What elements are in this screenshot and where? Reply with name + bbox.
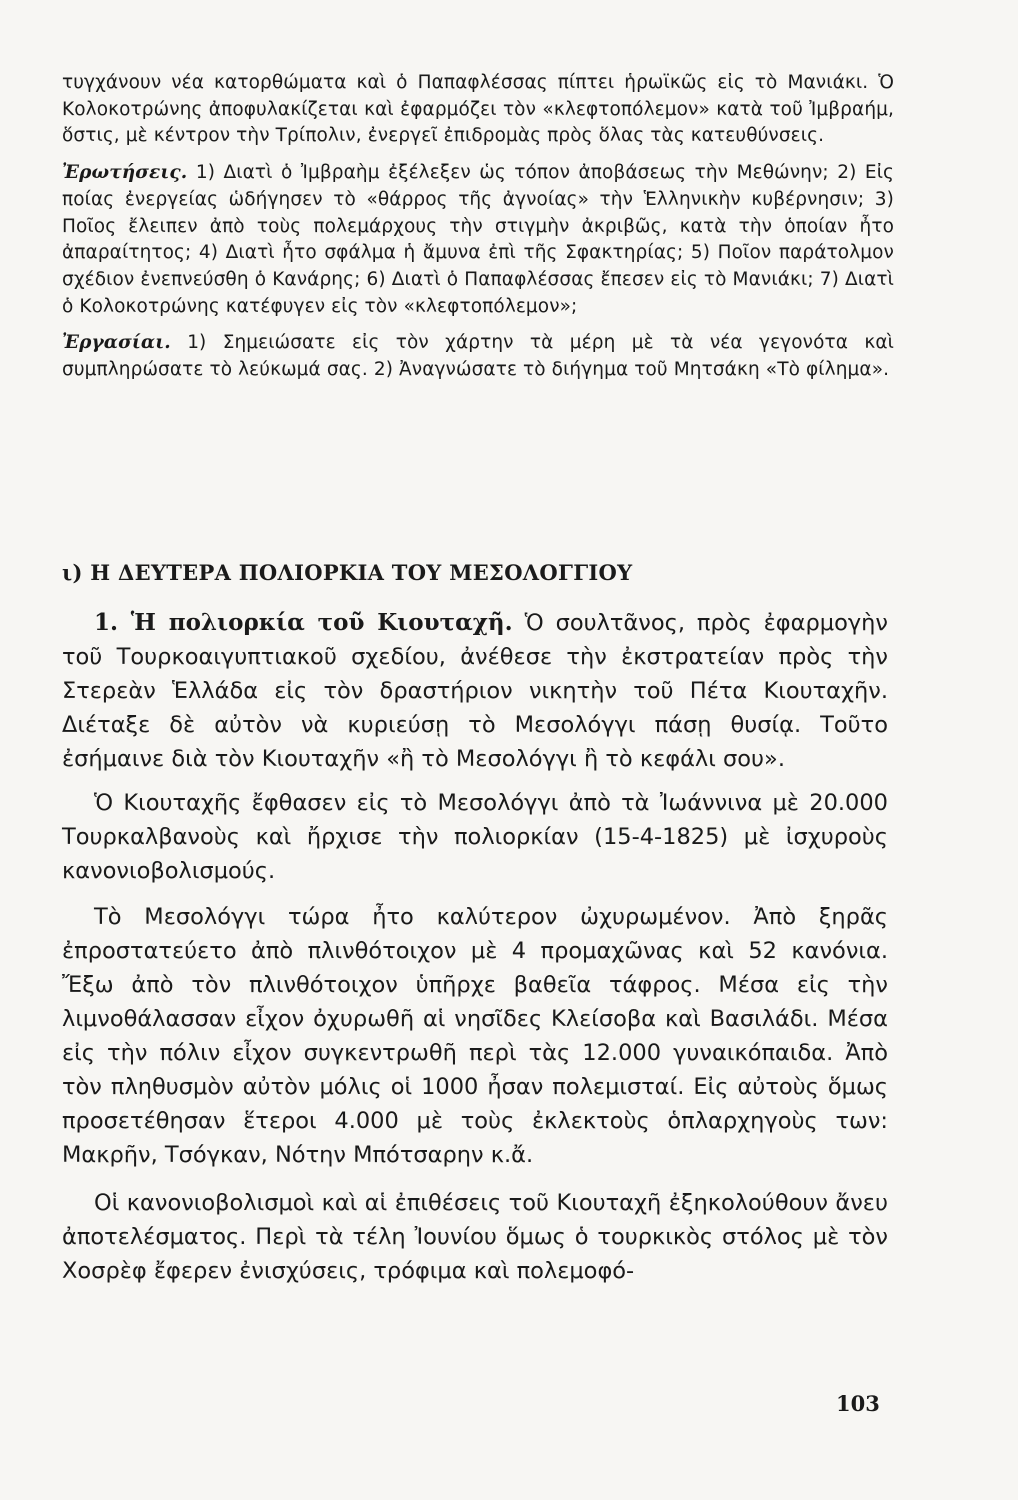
page-number: 103 [836,1391,880,1416]
questions-text: 1) Διατὶ ὁ Ἰμβραὴμ ἐξέλεξεν ὡς τόπον ἀποβάσεως τὴν Μεθώνην; 2) Εἰς ποίας ἐνεργείας ὡδήγησεν τὸ «θάρρος τῆς ἀγνοίας» τὴν Ἑλληνικὴν κυβέρνησιν; 3) Ποῖος ἔλειπεν ἀπὸ τοὺς πολεμάρχους τὴν στιγμὴν ἀκριβῶς, κατὰ τὴν ὁποίαν ἦτο ἀπαραίτητος; 4) Διατὶ ἦτο σφάλμα ἡ ἄμυνα ἐπὶ τῆς Σφακτηρίας; 5) Ποῖον παράτολμον σχέδιον ἐνεπνεύσθη ὁ Κανάρης; 6) Διατὶ ὁ Παπαφλέσσας ἔπεσεν εἰς τὸ Μανιάκι; 7) Διατὶ ὁ Κολοκοτρώνης κατέφυγεν εἰς τὸν «κλεφτοπόλεμον»; [62,162,895,317]
exercises-paragraph [62,330,894,383]
paragraph-2: Τὸ Μεσολόγγι τώρα ἦτο καλύτερον ὠχυρωμένον. Ἀπὸ ξηρᾶς ἐπροστατεύετο ἀπὸ πλινθότοιχον μὲ 4 προμαχῶνας καὶ 52 κανόνια. Ἔξω ἀπὸ τὸν πλινθότοιχον ὑπῆρχε βαθεῖα τάφρος. Μέσα εἰς τὴν λιμνοθάλασσαν εἶχον ὀχυρωθῆ αἱ νησῖδες Κλείσοβα καὶ Βασιλάδι. Μέσα εἰς τὴν πόλιν εἶχον συγκεντρωθῆ περὶ τὰς 12.000 γυναικόπαιδα. Ἀπὸ τὸν πληθυσμὸν αὐτὸν μόλις οἱ 1000 ἦσαν πολεμισταί. Εἰς αὐτοὺς ὅμως προσετέθησαν ἕτεροι 4.000 μὲ τοὺς ἐκλεκτοὺς ὁπλαρχηγοὺς των: Μακρῆν, Τσόγκαν, Νότην Μπότσαρην κ.ἄ. [62,904,888,1168]
questions-label: Ἐρωτήσεις. [62,162,188,184]
subsection-title: 1. Ἡ πολιορκία τοῦ Κιουταχῆ. [94,609,513,636]
paragraph-3: Οἱ κανονιοβολισμοὶ καὶ αἱ ἐπιθέσεις τοῦ Κιουταχῆ ἐξηκολούθουν ἄνευ ἀποτελέσματος. Περὶ τὰ τέλη Ἰουνίου ὅμως ὁ τουρκικὸς στόλος μὲ τὸν Χοσρὲφ ἔφερεν ἐνισχύσεις, τρόφιμα καὶ πολεμοφό- [62,1190,888,1284]
page-content [62,70,894,384]
paragraph-1: Ὁ Κιουταχῆς ἔφθασεν εἰς τὸ Μεσολόγγι ἀπὸ τὰ Ἰωάννινα μὲ 20.000 Τουρκαλβανοὺς καὶ ἤρχισε τὴν πολιορκίαν (15-4-1825) μὲ ἰσχυροὺς κανονιοβολισμούς. [62,790,888,884]
questions-paragraph [62,160,894,320]
exercises-text: 1) Σημειώσατε εἰς τὸν χάρτην τὰ μέρη μὲ τὰ νέα γεγονότα καὶ συμπληρώσατε τὸ λεύκωμά σας. 2) Ἀναγνώσατε τὸ διήγημα τοῦ Μητσάκη «Τὸ φίλημα». [62,332,894,381]
subsection-paragraph [62,606,888,776]
section-heading: ι) Η ΔΕΥΤΕΡΑ ΠΟΛΙΟΡΚΙΑ ΤΟΥ ΜΕΣΟΛΟΓΓΙΟΥ [62,560,633,585]
top-paragraph: τυγχάνουν νέα κατορθώματα καὶ ὁ Παπαφλέσσας πίπτει ἡρωϊκῶς εἰς τὸ Μανιάκι. Ὁ Κολοκοτρώνης ἀποφυλακίζεται καὶ ἐφαρμόζει τὸν «κλεφτοπόλεμον» κατὰ τοῦ Ἰμβραήμ, ὅστις, μὲ κέντρον τὴν Τρίπολιν, ἐνεργεῖ ἐπιδρομὰς πρὸς ὅλας τὰς κατευθύνσεις. [62,72,894,147]
exercises-label: Ἐργασίαι. [62,332,171,354]
section-body [62,606,888,1288]
subsection-text: Ὁ σουλτᾶνος, πρὸς ἐφαρμογὴν τοῦ Τουρκοαιγυπτιακοῦ σχεδίου, ἀνέθεσε τὴν ἐκστρατείαν πρὸς τὴν Στερεὰν Ἑλλάδα εἰς τὸν δραστήριον νικητὴν τοῦ Πέτα Κιουταχῆν. Διέταξε δὲ αὐτὸν νὰ κυριεύσῃ τὸ Μεσολόγγι πάσῃ θυσίᾳ. Τοῦτο ἐσήμαινε διὰ τὸν Κιουταχῆν «ἢ τὸ Μεσολόγγι ἢ τὸ κεφάλι σου». [62,610,888,772]
